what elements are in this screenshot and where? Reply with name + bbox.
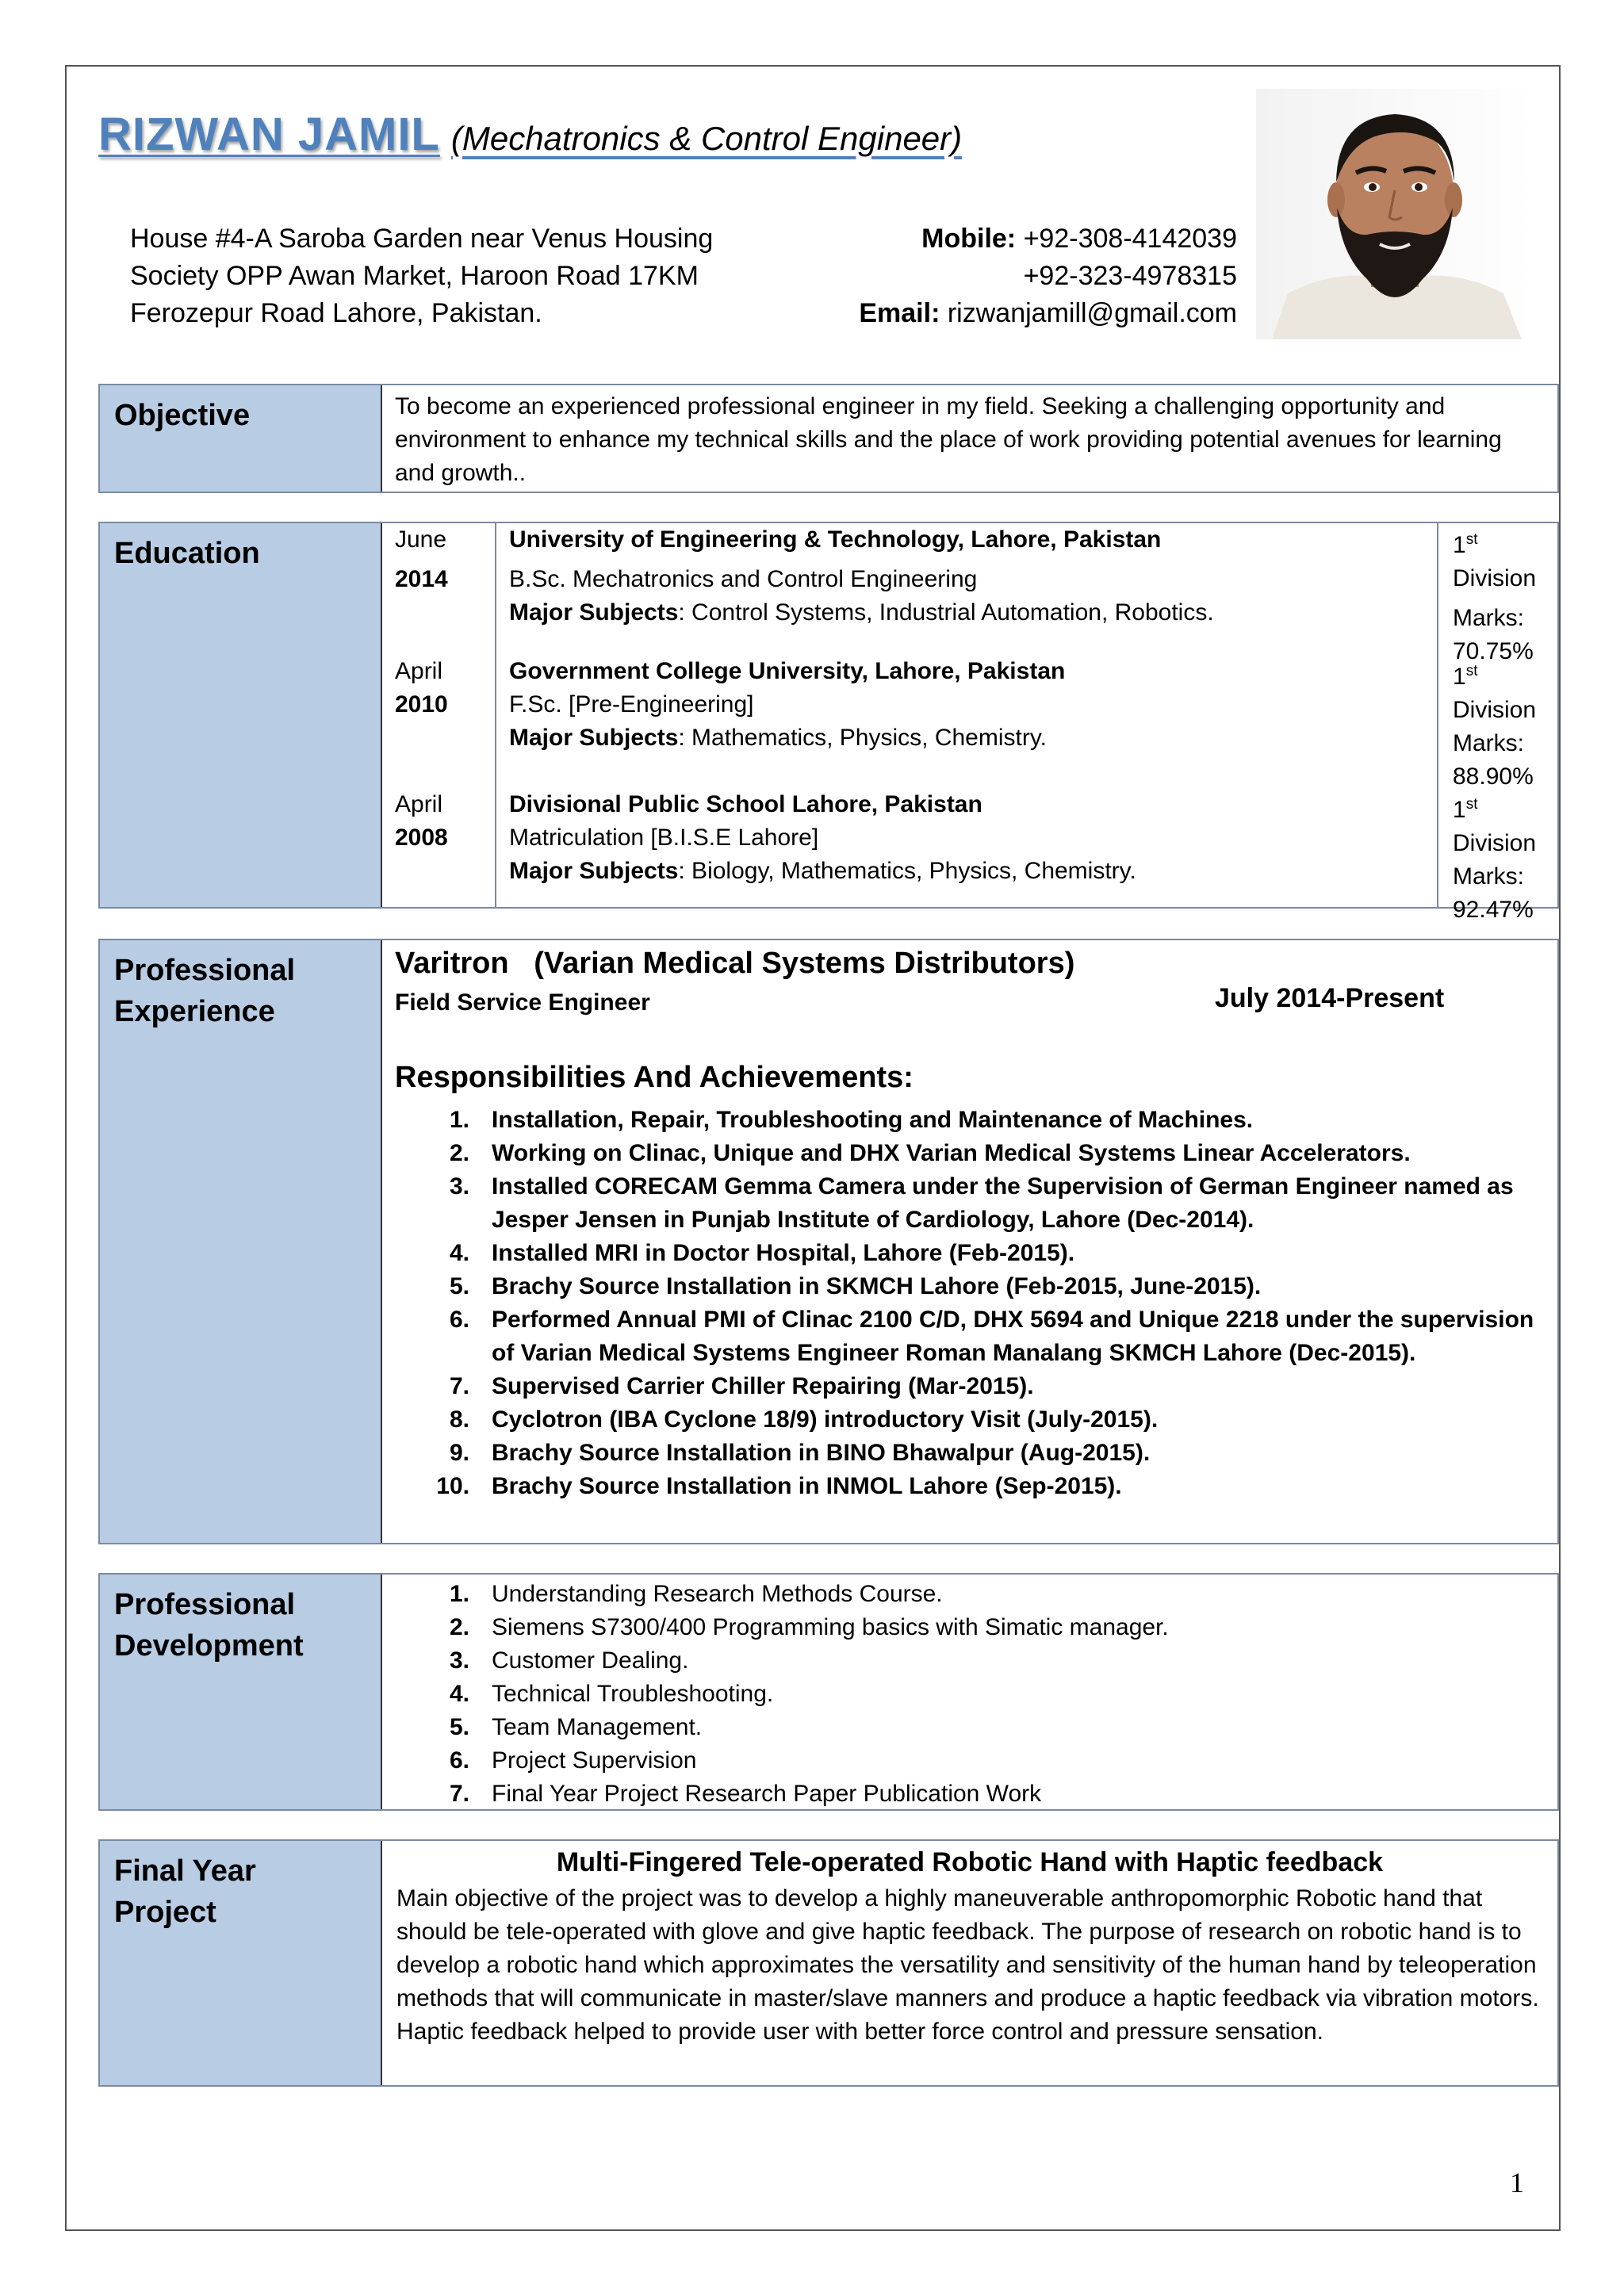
list-item: 2. Siemens S7300/400 Programming basics with Simatic manager. [449,1614,1169,1640]
address-line: Society OPP Awan Market, Haroon Road 17KM [130,261,699,291]
degree: B.Sc. Mechatronics and Control Engineering [509,566,978,592]
education-entry [509,523,1214,629]
development-content [382,1575,1557,1809]
degree: Matriculation [B.I.S.E Lahore] [509,825,819,851]
division: 1st Division [1453,531,1537,591]
experience-section [98,939,1559,1544]
marks: Marks: 70.75% [1453,605,1534,664]
job-role: Field Service Engineer [395,989,650,1016]
major-subjects: Major Subjects: Control Systems, Industrial Automation, Robotics. [509,599,1214,626]
list-item: 10. Brachy Source Installation in INMOL Lahore (Sep-2015). [436,1473,1122,1499]
list-item: 2. Working on Clinac, Unique and DHX Varian Medical Systems Linear Accelerators. [449,1140,1411,1166]
mobile-label: Mobile: [921,224,1017,254]
institution: Government College University, Lahore, Pakistan [509,658,1066,684]
mobile-number: +92-308-4142039 [1023,224,1237,254]
email-label: Email: [859,298,940,328]
mobile-number-2: +92-323-4978315 [1023,261,1237,291]
development-section [98,1573,1559,1811]
list-item: 8. Cyclotron (IBA Cyclone 18/9) introductory Visit (July-2015). [449,1406,1159,1433]
institution: University of Engineering & Technology, Lahore, Pakistan [509,526,1162,553]
profile-photo [1256,89,1534,339]
list-item: 3. Installed CORECAM Gemma Camera under the Supervision of German Engineer named as Jesper Jensen in Punjab Institute of Cardiology, Lahore (Dec-2014). [449,1173,1514,1233]
page-number: 1 [1510,2167,1524,2198]
education-result [1453,655,1557,794]
institution: Divisional Public School Lahore, Pakistan [509,791,982,817]
education-division-column [1438,523,1557,923]
email-address: rizwanjamill@gmail.com [947,298,1237,328]
project-section [98,1839,1559,2087]
list-item: 3. Customer Dealing. [449,1647,689,1674]
division: 1st Division [1453,663,1537,723]
education-entry [509,788,1136,888]
education-result [1453,788,1557,927]
section-label: Education [100,523,382,907]
email-line [859,295,1237,332]
list-item: 5. Brachy Source Installation in SKMCH Lahore (Feb-2015, June-2015). [449,1273,1262,1299]
development-list [382,1578,1561,1811]
education-date: April 2008 [395,791,448,851]
list-item: 4. Technical Troubleshooting. [449,1681,774,1707]
list-item: 9. Brachy Source Installation in BINO Bhawalpur (Aug-2015). [449,1440,1151,1466]
education-date: April 2010 [395,658,448,718]
education-section [98,522,1559,923]
education-date-column [382,523,496,907]
project-content [382,1841,1557,2085]
job-period: July 2014-Present [1215,983,1445,1013]
list-item: 6. Project Supervision [449,1747,697,1774]
section-label: Professional Development [100,1575,382,1809]
candidate-name: RIZWAN JAMIL [98,109,440,160]
address-line: Ferozepur Road Lahore, Pakistan. [130,298,542,328]
section-label: Objective [100,385,382,492]
project-title: Multi-Fingered Tele-operated Robotic Hand with Haptic feedback [556,1847,1384,1877]
responsibilities-list [382,1104,1561,1503]
address-block [130,220,713,332]
marks: Marks: 88.90% [1453,730,1534,790]
marks: Marks: 92.47% [1453,863,1534,923]
project-description: Main objective of the project was to develop a highly maneuverable anthropomorphic Robotic hand that should be tele-operated with glove and give haptic feedback. The purpose of research on robotic hand is to develop a robotic hand which approximates the versatility and sensitivity of the human hand by teleoperation methods that will communicate in master/slave manners and produce a haptic feedback via vibration motors. Haptic feedback helped to provide user with better force control and pressure sensation. [396,1885,1539,2045]
education-date: June 2014 [395,526,448,592]
list-item: 7. Supervised Carrier Chiller Repairing (Mar-2015). [449,1373,1034,1399]
education-entry [509,655,1065,755]
resume-header [98,108,962,161]
address-line: House #4-A Saroba Garden near Venus Housing [130,224,714,254]
objective-text: To become an experienced professional engineer in my field. Seeking a challenging opportunity and environment to enhance my technical skills and the place of work providing potential avenues for learning and growth.. [395,393,1502,486]
list-item: 1. Installation, Repair, Troubleshooting and Maintenance of Machines. [449,1107,1254,1133]
list-item: 7. Final Year Project Research Paper Publication Work [449,1781,1042,1807]
major-subjects: Major Subjects: Mathematics, Physics, Chemistry. [509,725,1047,751]
list-item: 5. Team Management. [449,1714,703,1740]
list-item: 4. Installed MRI in Doctor Hospital, Lahore (Feb-2015). [449,1240,1075,1266]
list-item: 1. Understanding Research Methods Course. [449,1581,943,1607]
experience-content [382,940,1557,1543]
candidate-title: (Mechatronics & Control Engineer) [450,120,963,157]
education-result [1453,523,1557,668]
education-main-column [496,523,1438,907]
section-label: Final Year Project [100,1841,382,2085]
contact-block [859,220,1237,332]
major-subjects: Major Subjects: Biology, Mathematics, Physics, Chemistry. [509,858,1136,884]
responsibilities-heading: Responsibilities And Achievements: [395,1061,914,1094]
division: 1st Division [1453,796,1537,856]
objective-section [98,384,1559,493]
degree: F.Sc. [Pre-Engineering] [509,691,754,718]
mobile-line [859,220,1237,258]
list-item: 6. Performed Annual PMI of Clinac 2100 C/D, DHX 5694 and Unique 2218 under the supervision of Varian Medical Systems Engineer Roman Manalang SKMCH Lahore (Dec-2015). [449,1307,1534,1366]
section-label: Professional Experience [100,940,382,1543]
company-name: Varitron (Varian Medical Systems Distributors) [395,947,1075,980]
